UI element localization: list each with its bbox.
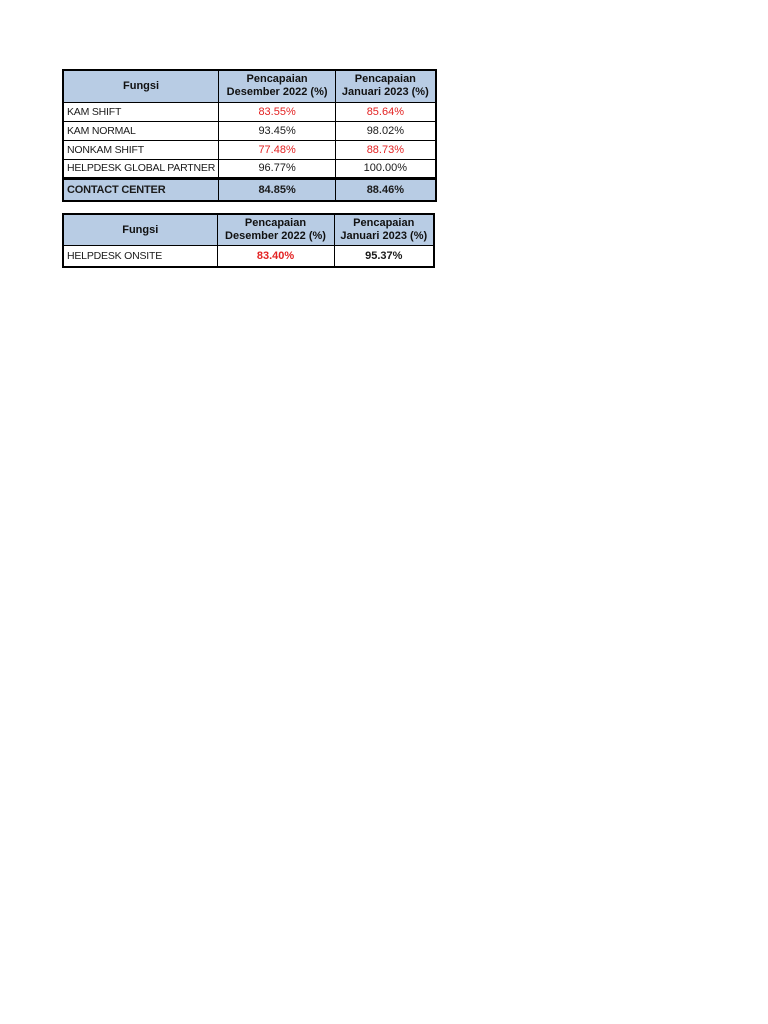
header-label-line1: Pencapaian bbox=[353, 217, 415, 229]
header-label-line1: Pencapaian bbox=[244, 217, 307, 229]
header-cell-desember-2022 bbox=[219, 70, 336, 102]
header-cell-januari-2023 bbox=[336, 70, 436, 102]
header-label-line1: Pencapaian bbox=[354, 73, 416, 86]
header-cell-januari-2023 bbox=[334, 214, 434, 246]
value-desember: 84.85% bbox=[219, 178, 336, 201]
value-desember: 77.48% bbox=[219, 140, 336, 159]
value-januari: 95.37% bbox=[334, 246, 434, 267]
value-desember: 83.55% bbox=[219, 102, 336, 121]
row-label: KAM NORMAL bbox=[63, 121, 219, 140]
value-januari: 88.73% bbox=[336, 140, 436, 159]
row-label: CONTACT CENTER bbox=[63, 178, 219, 201]
value-januari: 98.02% bbox=[336, 121, 436, 140]
header-cell-desember-2022 bbox=[217, 214, 334, 246]
table-row bbox=[63, 121, 436, 140]
table-row bbox=[63, 159, 436, 178]
value-desember: 93.45% bbox=[219, 121, 336, 140]
header-row bbox=[63, 214, 434, 246]
header-cell-fungsi bbox=[63, 70, 219, 102]
total-row-contact-center bbox=[63, 178, 436, 201]
header-label-line1: Pencapaian bbox=[246, 73, 308, 86]
header-label-line2: Januari 2023 (%) bbox=[340, 230, 428, 242]
table-row bbox=[63, 140, 436, 159]
value-desember: 96.77% bbox=[219, 159, 336, 178]
row-label: KAM SHIFT bbox=[63, 102, 219, 121]
row-label: HELPDESK ONSITE bbox=[63, 246, 217, 267]
header-label-fungsi: Fungsi bbox=[123, 79, 160, 92]
header-cell-fungsi bbox=[63, 214, 217, 246]
header-row bbox=[63, 70, 436, 102]
achievement-table-contact-center bbox=[62, 69, 437, 202]
value-januari: 100.00% bbox=[336, 159, 436, 178]
value-januari: 88.46% bbox=[336, 178, 436, 201]
header-label-line2: Desember 2022 (%) bbox=[226, 86, 328, 99]
achievement-table-helpdesk-onsite bbox=[62, 213, 435, 268]
value-januari: 85.64% bbox=[336, 102, 436, 121]
row-label: HELPDESK GLOBAL PARTNER bbox=[63, 159, 219, 178]
value-desember: 83.40% bbox=[217, 246, 334, 267]
table-row bbox=[63, 246, 434, 267]
header-label-line2: Desember 2022 (%) bbox=[225, 230, 326, 242]
table-row bbox=[63, 102, 436, 121]
row-label: NONKAM SHIFT bbox=[63, 140, 219, 159]
header-label-fungsi: Fungsi bbox=[122, 223, 159, 236]
header-label-line2: Januari 2023 (%) bbox=[341, 86, 429, 99]
